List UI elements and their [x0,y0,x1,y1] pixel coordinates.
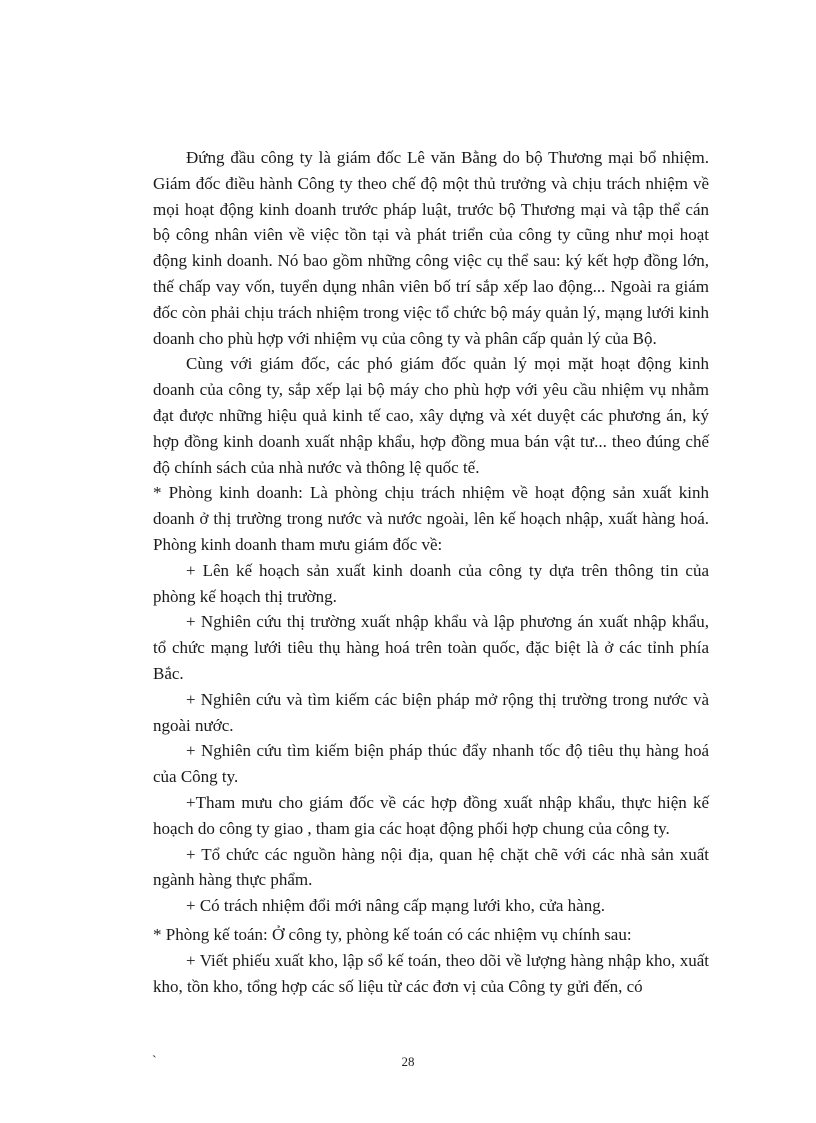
page-number: 28 [401,1054,415,1069]
body-text [153,145,709,999]
list-item: + Nghiên cứu thị trường xuất nhập khẩu và lập phương án xuất nhập khẩu, tổ chức mạng lưới tiêu thụ hàng hoá trên toàn quốc, đặc biệt là ở các tỉnh phía Bắc. [153,612,709,683]
paragraph-deputy-directors: Cùng với giám đốc, các phó giám đốc quản lý mọi mặt hoạt động kinh doanh của công ty, sắp xếp lại bộ máy cho phù hợp với yêu cầu nhiệm vụ nhằm đạt được những hiệu quả kinh tế cao, xây dựng và xét duyệt các phương án, ký hợp đồng kinh doanh xuất nhập khẩu, hợp đồng mua bán vật tư... theo đúng chế độ chính sách của nhà nước và thông lệ quốc tế. [153,354,709,477]
footer-mark: ` [152,1054,157,1069]
paragraph-accounting-dept: * Phòng kế toán: Ở công ty, phòng kế toán có các nhiệm vụ chính sau: [153,924,632,944]
paragraph-business-dept: * Phòng kinh doanh: Là phòng chịu trách nhiệm về hoạt động sản xuất kinh doanh ở thị trường trong nước và nước ngoài, lên kế hoạch nhập, xuất hàng hoá. Phòng kinh doanh tham mưu giám đốc về: [153,483,709,554]
list-item: + Có trách nhiệm đổi mới nâng cấp mạng lưới kho, cửa hàng. [186,896,605,916]
paragraph-director: Đứng đầu công ty là giám đốc Lê văn Bằng do bộ Thương mại bổ nhiệm. Giám đốc điều hành Công ty theo chế độ một thủ trưởng và chịu trách nhiệm về mọi hoạt động kinh doanh trước pháp luật, trước bộ Thương mại và tập thể cán bộ công nhân viên về việc tồn tại và phát triển của công ty cũng như mọi hoạt động kinh doanh. Nó bao gồm những công việc cụ thể sau: ký kết hợp đồng lớn, thế chấp vay vốn, tuyển dụng nhân viên bố trí sắp xếp lao động... Ngoài ra giám đốc còn phải chịu trách nhiệm trong việc tổ chức bộ máy quản lý, mạng lưới kinh doanh cho phù hợp với nhiệm vụ của công ty và phân cấp quản lý của Bộ. [153,148,709,348]
list-item: +Tham mưu cho giám đốc về các hợp đồng xuất nhập khẩu, thực hiện kế hoạch do công ty giao , tham gia các hoạt động phối hợp chung của công ty. [153,792,709,838]
list-item: + Lên kế hoạch sản xuất kinh doanh của công ty dựa trên thông tin của phòng kế hoạch thị trường. [153,560,709,606]
list-item: + Tổ chức các nguồn hàng nội địa, quan hệ chặt chẽ với các nhà sản xuất ngành hàng thực phẩm. [153,844,709,890]
list-item: + Nghiên cứu tìm kiếm biện pháp thúc đẩy nhanh tốc độ tiêu thụ hàng hoá của Công ty. [153,741,709,787]
list-item: + Viết phiếu xuất kho, lập sổ kế toán, theo dõi về lượng hàng nhập kho, xuất kho, tồn kho, tổng hợp các số liệu từ các đơn vị của Công ty gửi đến, có [153,950,709,996]
list-item: + Nghiên cứu và tìm kiếm các biện pháp mở rộng thị trường trong nước và ngoài nước. [153,689,709,735]
